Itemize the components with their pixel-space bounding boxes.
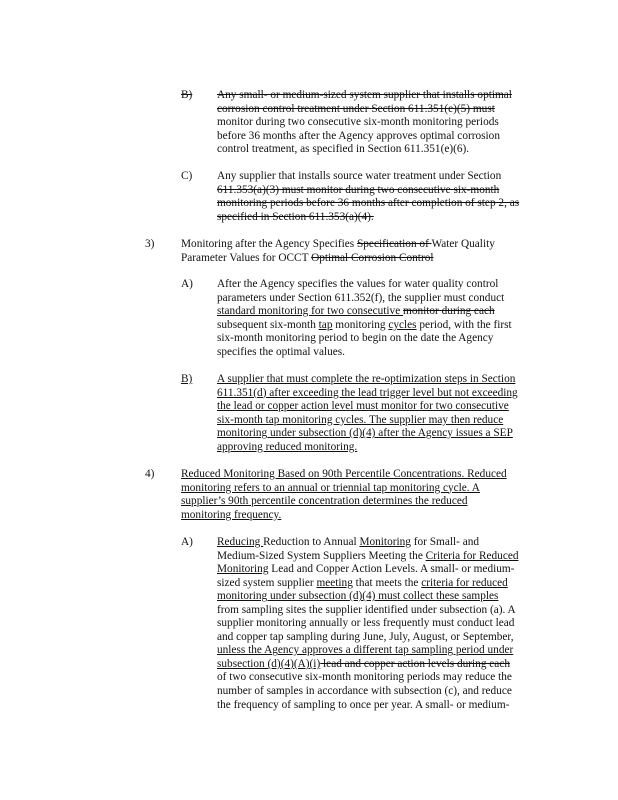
text-run: period, with the first xyxy=(416,318,512,331)
inserted-text: subsection (d)(4)(A)(i) xyxy=(217,657,321,670)
text-line xyxy=(217,332,512,346)
text-line xyxy=(217,604,519,618)
item-label: B) xyxy=(181,89,193,101)
text-run: control treatment, as specified in Section 611.351(e)(6). xyxy=(217,143,470,156)
inserted-text: Monitoring xyxy=(217,563,269,576)
text-line xyxy=(217,441,518,455)
text-run: specifies the optimal values. xyxy=(217,345,345,358)
inserted-text: monitoring under subsection (d)(4) must collect these samples xyxy=(217,590,499,603)
text-line xyxy=(217,319,512,333)
item-label: 4) xyxy=(145,468,155,480)
item-label: 3) xyxy=(145,238,155,250)
struck-text: Any small- or medium-sized system supplier that installs optimal xyxy=(217,89,512,101)
text-run: monitor during two consecutive six-month monitoring periods xyxy=(217,116,499,129)
item-text xyxy=(181,468,507,522)
text-run: from sampling sites the supplier identified under subsection (a). A xyxy=(217,603,516,616)
item-text xyxy=(217,170,519,224)
text-run: for Small- and xyxy=(410,536,480,548)
inserted-text: monitoring refers to an annual or triennial tap monitoring cycle. A xyxy=(181,481,480,494)
text-line xyxy=(217,427,518,441)
text-line xyxy=(217,292,512,306)
text-line xyxy=(181,482,507,496)
text-line xyxy=(217,671,519,685)
inserted-text: A supplier that must complete the re-optimization steps in Section xyxy=(217,373,516,385)
inserted-text: criteria for reduced xyxy=(421,576,508,589)
text-run: sized system supplier xyxy=(217,576,317,589)
struck-text: lead and copper action levels during each xyxy=(320,657,510,670)
struck-text: specified in Section 611.353(a)(4). xyxy=(217,210,374,223)
inserted-text: Reduced Monitoring Based on 90th Percentile Concentrations. Reduced xyxy=(181,468,507,480)
item-label: A) xyxy=(181,278,193,290)
text-run: Monitoring after the Agency Specifies xyxy=(181,238,357,250)
inserted-text: standard monitoring for two consecutive xyxy=(217,305,404,318)
text-run: six-month monitoring period to begin on the date the Agency xyxy=(217,332,494,345)
item-text xyxy=(181,238,495,265)
inserted-text: the lead or copper action level must monitor for two consecutive xyxy=(217,400,509,413)
item-label: B) xyxy=(181,373,193,385)
text-run: before 36 months after the Agency approves optimal corrosion xyxy=(217,129,500,142)
inserted-text: supplier’s 90th percentile concentration determines the reduced xyxy=(181,495,468,508)
text-run: Lead and Copper Action Levels. A small- or medium- xyxy=(268,563,515,576)
inserted-text: approving reduced monitoring. xyxy=(217,440,358,453)
text-line xyxy=(217,278,512,292)
text-line xyxy=(217,550,519,564)
item-text xyxy=(217,373,518,454)
struck-text: Optimal Corrosion Control xyxy=(311,251,434,264)
text-line xyxy=(217,143,512,157)
item-text xyxy=(217,278,512,359)
text-run: the frequency of sampling to once per year. A small- or medium- xyxy=(217,698,510,711)
text-run: supplier monitoring annually or less frequently must conduct lead xyxy=(217,617,515,630)
item-label: C) xyxy=(181,170,193,182)
text-run: Water Quality xyxy=(431,238,495,250)
text-line xyxy=(217,536,519,550)
inserted-text: Reducing xyxy=(217,536,264,548)
text-run: monitoring xyxy=(332,318,389,331)
text-line xyxy=(181,509,507,523)
text-line xyxy=(217,699,519,713)
text-line xyxy=(217,644,519,658)
text-line xyxy=(217,590,519,604)
text-run: Any supplier that installs source water treatment under Section xyxy=(217,170,502,182)
text-run: number of samples in accordance with subsection (c), and reduce xyxy=(217,685,512,698)
inserted-text: six-month tap monitoring cycles. The supplier may then reduce xyxy=(217,413,504,426)
text-line xyxy=(217,685,519,699)
inserted-text: monitoring frequency. xyxy=(181,508,282,521)
text-line xyxy=(217,130,512,144)
struck-text: 611.353(a)(3) must monitor during two consecutive six-month xyxy=(217,183,500,196)
inserted-text: 611.351(d) after exceeding the lead trigger level but not exceeding xyxy=(217,386,518,399)
text-line xyxy=(217,631,519,645)
item-label: A) xyxy=(181,536,193,548)
text-line xyxy=(217,577,519,591)
inserted-text: unless the Agency approves a different tap sampling period under xyxy=(217,644,514,657)
text-line xyxy=(217,346,512,360)
struck-text: Specification of xyxy=(357,238,432,250)
text-run: After the Agency specifies the values for water quality control xyxy=(217,278,499,290)
struck-text: monitoring periods before 36 months after completion of step 2, as xyxy=(217,197,520,210)
text-run: and copper tap sampling during June, July, August, or September, xyxy=(217,630,514,643)
text-run: Parameter Values for OCCT xyxy=(181,251,312,264)
struck-text: corrosion control treatment under Section 611.351(e)(5) must xyxy=(217,102,495,115)
text-line xyxy=(217,617,519,631)
text-line xyxy=(181,468,507,482)
text-line xyxy=(217,116,512,130)
text-line xyxy=(217,400,518,414)
struck-text: monitor during each xyxy=(403,305,495,318)
text-line xyxy=(217,414,518,428)
text-run: of two consecutive six-month monitoring periods may reduce the xyxy=(217,671,512,684)
text-line xyxy=(181,495,507,509)
text-run: subsequent six-month xyxy=(217,318,319,331)
text-run: Medium-Sized System Suppliers Meeting the xyxy=(217,549,426,562)
text-line xyxy=(217,387,518,401)
text-line xyxy=(217,89,512,103)
text-line xyxy=(217,170,519,184)
inserted-text: Monitoring xyxy=(359,536,411,548)
text-line xyxy=(217,563,519,577)
inserted-text: tap xyxy=(318,318,333,331)
text-run: parameters under Section 611.352(f), the supplier must conduct xyxy=(217,291,505,304)
text-line xyxy=(217,184,519,198)
text-line xyxy=(217,658,519,672)
inserted-text: monitoring under subsection (d)(4) after the Agency issues a SEP xyxy=(217,427,513,440)
item-text xyxy=(217,536,519,712)
text-line xyxy=(217,373,518,387)
inserted-text: Criteria for Reduced xyxy=(425,549,519,562)
text-line xyxy=(217,305,512,319)
text-line xyxy=(181,238,495,252)
inserted-text: meeting xyxy=(316,576,353,589)
text-run: Reduction to Annual xyxy=(263,536,360,548)
text-line xyxy=(217,211,519,225)
text-line xyxy=(181,252,495,266)
text-line xyxy=(217,197,519,211)
item-text xyxy=(217,89,512,157)
text-run: that meets the xyxy=(352,576,422,589)
inserted-text: cycles xyxy=(388,318,417,331)
text-line xyxy=(217,103,512,117)
